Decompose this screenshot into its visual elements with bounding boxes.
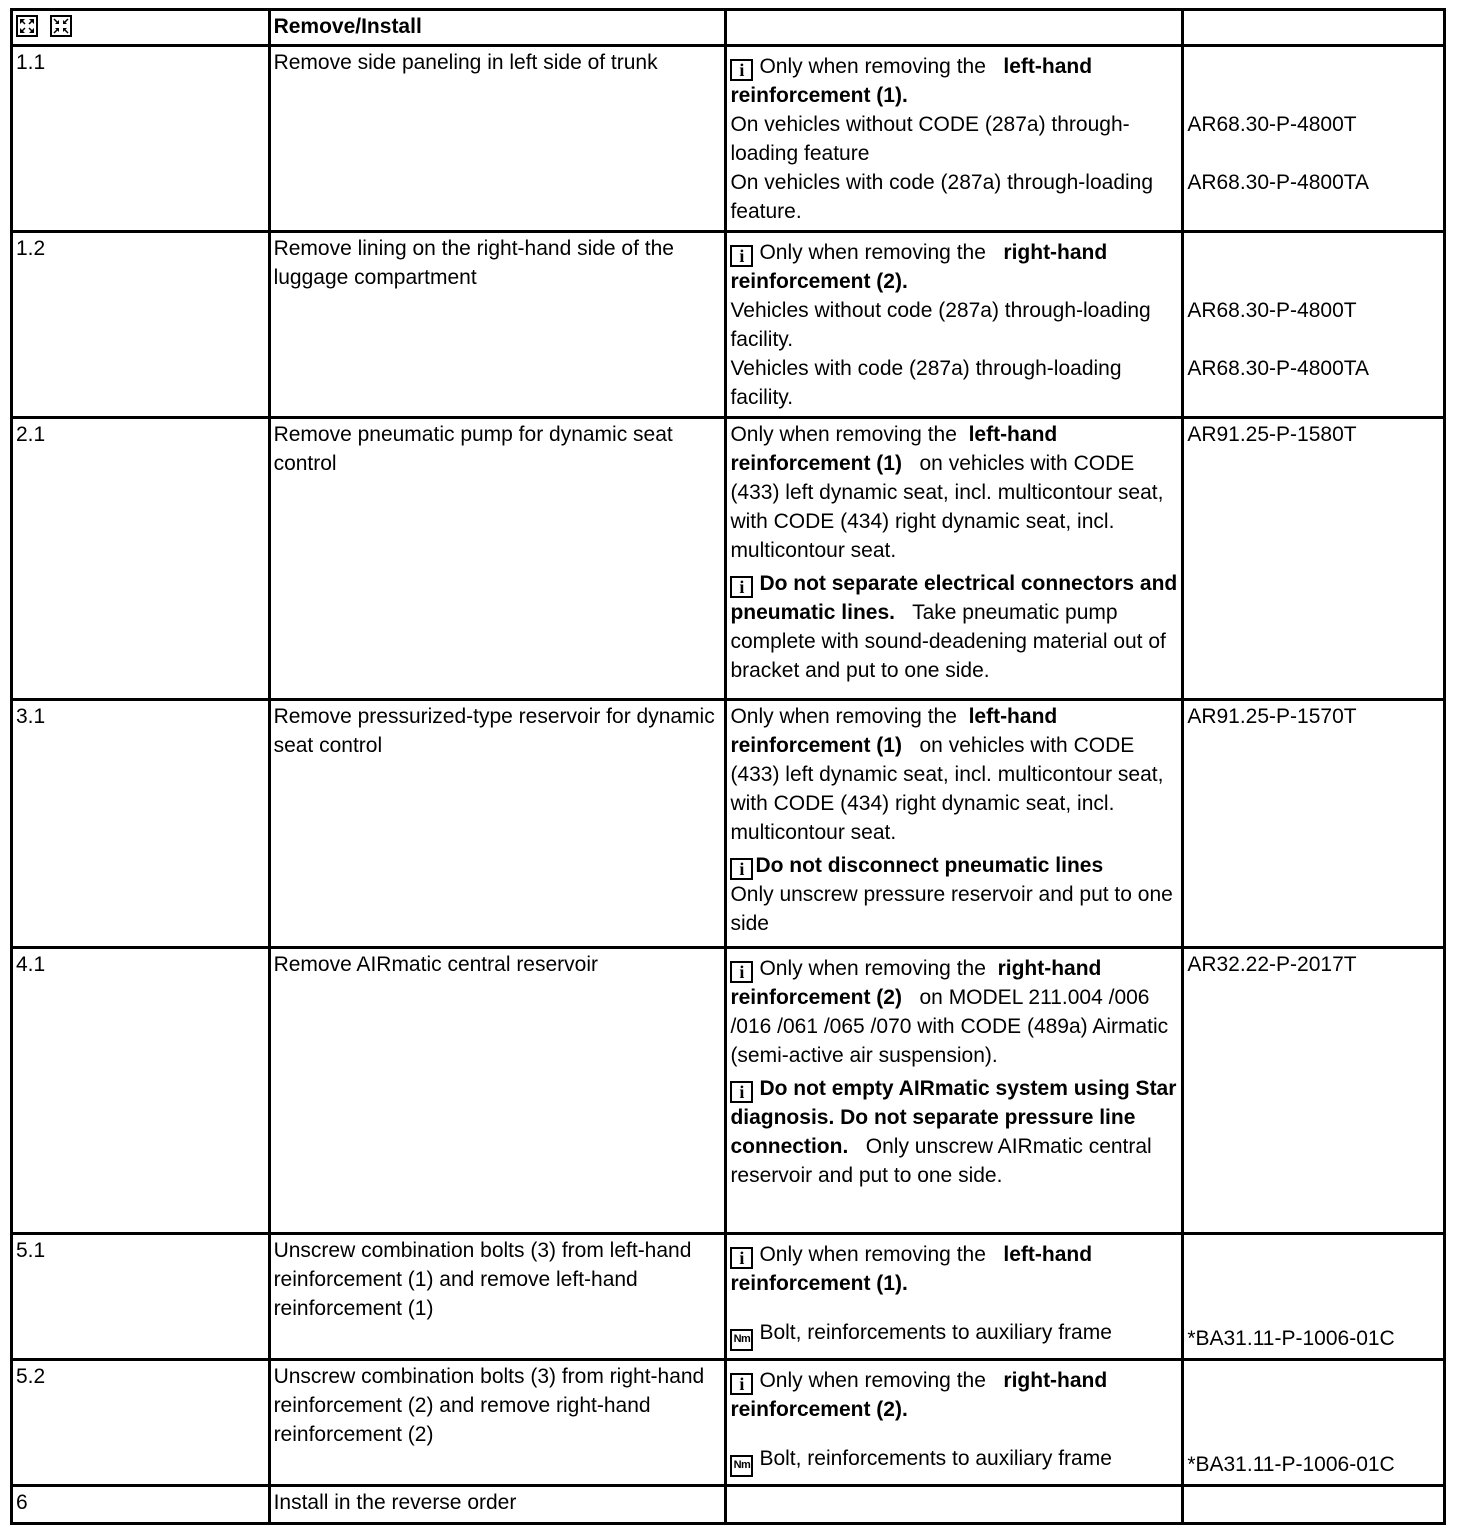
note-rest: on vehicles with CODE (433) left dynamic seat, incl. multicontour seat, with CODE (434) right dynamic seat, incl. multicontour seat. (730, 734, 1164, 844)
header-notes (726, 10, 1183, 46)
note-intro: Only when removing the (759, 55, 986, 78)
table-row (12, 46, 1445, 232)
reference-link[interactable]: AR68.30-P-4800T (1187, 113, 1357, 136)
warning-bold: Do not separate electrical connectors and pneumatic lines. (730, 572, 1178, 624)
step-notes (726, 1360, 1183, 1486)
collapse-icon[interactable] (50, 15, 72, 37)
step-description: Remove side paneling in left side of trunk (269, 46, 726, 232)
step-description: Remove pressurized-type reservoir for dynamic seat control (269, 700, 726, 948)
reference-link[interactable]: AR91.25-P-1580T (1187, 423, 1357, 446)
table-row (12, 232, 1445, 418)
note-bold: left-hand reinforcement (1) (730, 705, 1058, 757)
step-number: 2.1 (12, 418, 270, 700)
step-description: Install in the reverse order (269, 1486, 726, 1524)
reference-cell (1183, 1486, 1445, 1524)
table-row (12, 700, 1445, 948)
header-title: Remove/Install (269, 10, 726, 46)
note-intro: Only when removing the (759, 957, 986, 980)
table-row (12, 1360, 1445, 1486)
note-bold: right-hand reinforcement (2) (730, 957, 1102, 1009)
note-sub: On vehicles without CODE (287a) through-loading feature (730, 113, 1130, 165)
step-description: Remove AIRmatic central reservoir (269, 948, 726, 1234)
reference-cell (1183, 232, 1445, 418)
note-bold: right-hand reinforcement (2). (730, 241, 1108, 293)
reference-cell (1183, 700, 1445, 948)
expand-icon[interactable] (16, 15, 38, 37)
step-number: 4.1 (12, 948, 270, 1234)
warning-rest: Only unscrew AIRmatic central reservoir and put to one side. (730, 1135, 1152, 1187)
reference-link[interactable]: AR68.30-P-4800TA (1187, 171, 1370, 194)
step-notes (726, 1486, 1183, 1524)
note-intro: Only when removing the (759, 1243, 986, 1266)
step-description: Remove pneumatic pump for dynamic seat control (269, 418, 726, 700)
step-notes (726, 1234, 1183, 1360)
info-icon: i (730, 245, 753, 267)
step-notes (726, 700, 1183, 948)
reference-link[interactable]: AR91.25-P-1570T (1187, 705, 1357, 728)
torque-text: Bolt, reinforcements to auxiliary frame (759, 1447, 1112, 1470)
step-description: Unscrew combination bolts (3) from left-hand reinforcement (1) and remove left-hand reinforcement (1) (269, 1234, 726, 1360)
table-row (12, 418, 1445, 700)
step-notes (726, 232, 1183, 418)
info-icon: i (730, 576, 753, 598)
info-icon: i (730, 858, 753, 880)
note-bold: left-hand reinforcement (1). (730, 55, 1093, 107)
table-header-row (12, 10, 1445, 46)
info-icon: i (730, 59, 753, 81)
note-intro: Only when removing the (759, 241, 986, 264)
step-description: Remove lining on the right-hand side of the luggage compartment (269, 232, 726, 418)
step-number: 3.1 (12, 700, 270, 948)
note-bold: left-hand reinforcement (1) (730, 423, 1058, 475)
note-sub: Vehicles with code (287a) through-loading facility. (730, 357, 1122, 409)
info-icon: i (730, 961, 753, 983)
info-icon: i (730, 1081, 753, 1103)
reference-cell (1183, 948, 1445, 1234)
table-row (12, 948, 1445, 1234)
torque-text: Bolt, reinforcements to auxiliary frame (759, 1321, 1112, 1344)
torque-icon: Nm (730, 1329, 753, 1351)
step-description: Unscrew combination bolts (3) from right-hand reinforcement (2) and remove right-hand reinforcement (2) (269, 1360, 726, 1486)
step-number: 6 (12, 1486, 270, 1524)
note-intro: Only when removing the (730, 705, 957, 728)
reference-cell (1183, 1360, 1445, 1486)
note-bold: right-hand reinforcement (2). (730, 1369, 1108, 1421)
header-refs (1183, 10, 1445, 46)
reference-link[interactable]: AR32.22-P-2017T (1187, 953, 1357, 976)
reference-cell (1183, 1234, 1445, 1360)
note-sub: On vehicles with code (287a) through-loading feature. (730, 171, 1154, 223)
warning-rest: Take pneumatic pump complete with sound-deadening material out of bracket and put to one side. (730, 601, 1166, 682)
reference-cell (1183, 418, 1445, 700)
torque-icon: Nm (730, 1455, 753, 1477)
reference-link[interactable]: *BA31.11-P-1006-01C (1187, 1327, 1395, 1350)
header-controls (12, 10, 270, 46)
note-intro: Only when removing the (759, 1369, 986, 1392)
note-bold: left-hand reinforcement (1). (730, 1243, 1093, 1295)
reference-link[interactable]: AR68.30-P-4800T (1187, 299, 1357, 322)
reference-link[interactable]: AR68.30-P-4800TA (1187, 357, 1370, 380)
step-number: 5.2 (12, 1360, 270, 1486)
step-number: 5.1 (12, 1234, 270, 1360)
info-icon: i (730, 1373, 753, 1395)
warning-bold: Do not disconnect pneumatic lines (755, 854, 1104, 877)
warning-bold: Do not empty AIRmatic system using Star diagnosis. Do not separate pressure line connection. (730, 1077, 1177, 1158)
step-notes (726, 948, 1183, 1234)
warning-rest: Only unscrew pressure reservoir and put to one side (730, 883, 1173, 935)
step-notes (726, 418, 1183, 700)
reference-link[interactable]: *BA31.11-P-1006-01C (1187, 1453, 1395, 1476)
note-rest: on vehicles with CODE (433) left dynamic seat, incl. multicontour seat, with CODE (434) right dynamic seat, incl. multicontour seat. (730, 452, 1164, 562)
procedure-table (10, 8, 1446, 1525)
step-number: 1.2 (12, 232, 270, 418)
note-rest: on MODEL 211.004 /006 /016 /061 /065 /070 with CODE (489a) Airmatic (semi-active air suspension). (730, 986, 1169, 1067)
note-sub: Vehicles without code (287a) through-loading facility. (730, 299, 1151, 351)
step-notes (726, 46, 1183, 232)
reference-cell (1183, 46, 1445, 232)
note-intro: Only when removing the (730, 423, 957, 446)
step-number: 1.1 (12, 46, 270, 232)
info-icon: i (730, 1247, 753, 1269)
table-row (12, 1234, 1445, 1360)
table-row (12, 1486, 1445, 1524)
